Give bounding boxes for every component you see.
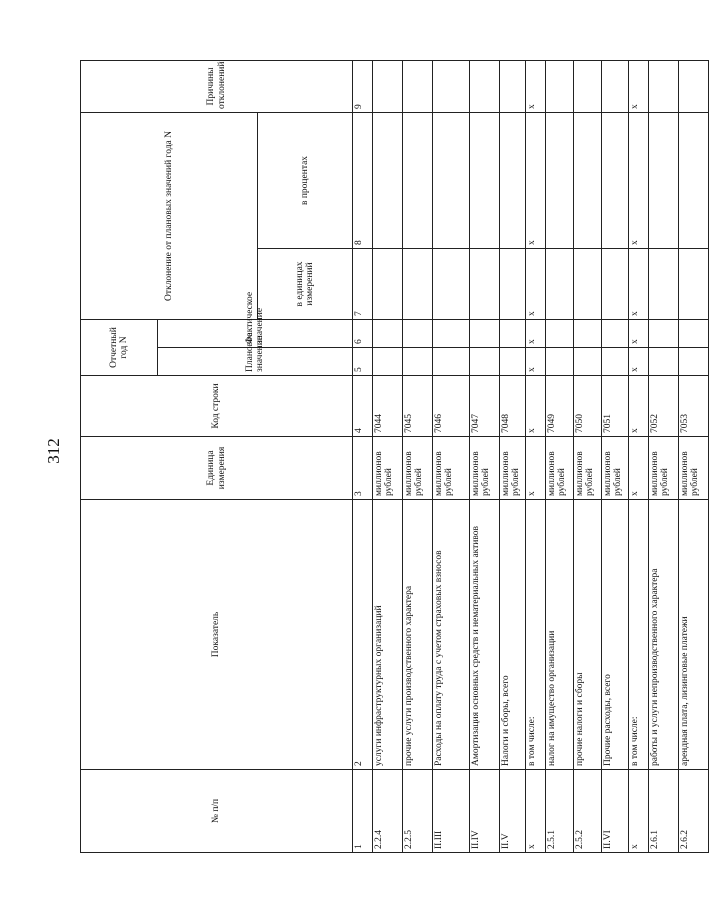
row-deviation-units (470, 248, 500, 319)
row-code: 7047 (470, 376, 500, 437)
header-planned: Плановое значение (158, 348, 353, 376)
row-indicator: работы и услуги непроизводственного характера (649, 500, 679, 770)
row-deviation-units (373, 248, 403, 319)
row-indicator: арендная плата, лизинговые платежи (679, 500, 709, 770)
row-actual (470, 319, 500, 347)
row-reasons (470, 60, 500, 112)
row-unit: x (629, 437, 649, 500)
row-unit: миллионов рублей (546, 437, 574, 500)
column-numbers-row (353, 60, 373, 852)
row-deviation-percent (373, 112, 403, 248)
row-deviation-percent (470, 112, 500, 248)
row-reasons: x (629, 60, 649, 112)
row-code: 7044 (373, 376, 403, 437)
header-percent: в процентах (258, 112, 353, 248)
row-number: 2.6.1 (649, 770, 679, 853)
row-reasons (602, 60, 629, 112)
column-number: 3 (353, 437, 373, 500)
table-row (679, 60, 709, 852)
row-planned (602, 348, 629, 376)
table-row (629, 60, 649, 852)
row-planned (403, 348, 433, 376)
header-unit: Единица измерения (81, 437, 353, 500)
row-code: x (526, 376, 546, 437)
column-number: 2 (353, 500, 373, 770)
table-row (602, 60, 629, 852)
header-row-1 (81, 60, 158, 852)
row-number: 2.5.1 (546, 770, 574, 853)
row-number: x (526, 770, 546, 853)
row-deviation-units (433, 248, 470, 319)
row-indicator: налог на имущество организации (546, 500, 574, 770)
row-code: 7052 (649, 376, 679, 437)
row-planned (470, 348, 500, 376)
row-actual (546, 319, 574, 347)
row-unit: миллионов рублей (649, 437, 679, 500)
row-number: 2.6.2 (679, 770, 709, 853)
header-year: Отчетный год N (81, 319, 158, 375)
column-number: 1 (353, 770, 373, 853)
row-planned (679, 348, 709, 376)
row-actual: x (526, 319, 546, 347)
row-deviation-units (602, 248, 629, 319)
row-reasons: x (526, 60, 546, 112)
row-code: 7046 (433, 376, 470, 437)
table-row (403, 60, 433, 852)
row-planned (546, 348, 574, 376)
row-actual (433, 319, 470, 347)
row-code: 7049 (546, 376, 574, 437)
row-deviation-percent (500, 112, 526, 248)
row-unit: миллионов рублей (470, 437, 500, 500)
row-indicator: в том числе: (526, 500, 546, 770)
row-planned (649, 348, 679, 376)
row-deviation-percent (679, 112, 709, 248)
table-row (500, 60, 526, 852)
header-code: Код строки (81, 376, 353, 437)
row-deviation-units (679, 248, 709, 319)
column-number: 7 (353, 248, 373, 319)
row-planned (574, 348, 602, 376)
row-unit: миллионов рублей (373, 437, 403, 500)
row-actual (679, 319, 709, 347)
row-unit: миллионов рублей (433, 437, 470, 500)
column-number: 8 (353, 112, 373, 248)
row-number: 2.5.2 (574, 770, 602, 853)
row-code: x (629, 376, 649, 437)
row-actual (649, 319, 679, 347)
row-indicator: Расходы на оплату труда с учетом страховых взносов (433, 500, 470, 770)
row-actual (500, 319, 526, 347)
row-deviation-percent (574, 112, 602, 248)
row-indicator: прочие налоги и сборы (574, 500, 602, 770)
column-number: 9 (353, 60, 373, 112)
row-deviation-percent (602, 112, 629, 248)
row-actual (403, 319, 433, 347)
row-indicator: Налоги и сборы, всего (500, 500, 526, 770)
row-unit: x (526, 437, 546, 500)
page-number: 312 (44, 438, 63, 464)
table-row (546, 60, 574, 852)
header-indicator: Показатель (81, 500, 353, 770)
row-planned: x (629, 348, 649, 376)
report-table (80, 60, 709, 853)
row-deviation-percent (649, 112, 679, 248)
row-deviation-percent: x (526, 112, 546, 248)
row-number: 2.2.5 (403, 770, 433, 853)
row-deviation-units (649, 248, 679, 319)
row-number: II.V (500, 770, 526, 853)
table-row (433, 60, 470, 852)
row-planned (373, 348, 403, 376)
row-unit: миллионов рублей (574, 437, 602, 500)
row-number: 2.2.4 (373, 770, 403, 853)
row-number: II.VI (602, 770, 629, 853)
header-number: № п/п (81, 770, 353, 853)
row-indicator: прочие услуги производственного характера (403, 500, 433, 770)
table-row (526, 60, 546, 852)
row-reasons (574, 60, 602, 112)
row-unit: миллионов рублей (602, 437, 629, 500)
row-indicator: Прочие расходы, всего (602, 500, 629, 770)
table-row (373, 60, 403, 852)
row-deviation-units (500, 248, 526, 319)
row-indicator: Амортизация основных средств и нематериальных активов (470, 500, 500, 770)
row-unit: миллионов рублей (403, 437, 433, 500)
row-code: 7045 (403, 376, 433, 437)
row-actual: x (629, 319, 649, 347)
row-reasons (373, 60, 403, 112)
row-deviation-units (403, 248, 433, 319)
row-deviation-units: x (629, 248, 649, 319)
row-deviation-percent: x (629, 112, 649, 248)
row-code: 7050 (574, 376, 602, 437)
row-number: II.IV (470, 770, 500, 853)
header-reasons: Причины отклонений (81, 60, 353, 112)
table-row (470, 60, 500, 852)
row-deviation-units: x (526, 248, 546, 319)
row-actual (602, 319, 629, 347)
row-actual (574, 319, 602, 347)
row-deviation-percent (546, 112, 574, 248)
column-number: 6 (353, 319, 373, 347)
row-reasons (649, 60, 679, 112)
column-number: 5 (353, 348, 373, 376)
rotated-table-wrapper (80, 61, 701, 853)
table-row (574, 60, 602, 852)
row-indicator: в том числе: (629, 500, 649, 770)
row-reasons (679, 60, 709, 112)
row-code: 7051 (602, 376, 629, 437)
row-planned (500, 348, 526, 376)
header-deviation: Отклонение от плановых значений года N (81, 112, 258, 319)
row-unit: миллионов рублей (679, 437, 709, 500)
row-code: 7053 (679, 376, 709, 437)
row-deviation-units (574, 248, 602, 319)
header-units: в единицах измерений (258, 248, 353, 319)
row-reasons (433, 60, 470, 112)
row-deviation-percent (433, 112, 470, 248)
row-reasons (500, 60, 526, 112)
row-deviation-units (546, 248, 574, 319)
column-number: 4 (353, 376, 373, 437)
header-actual: Фактическое значение (158, 319, 353, 347)
row-actual (373, 319, 403, 347)
row-unit: миллионов рублей (500, 437, 526, 500)
row-reasons (546, 60, 574, 112)
row-code: 7048 (500, 376, 526, 437)
row-deviation-percent (403, 112, 433, 248)
table-row (649, 60, 679, 852)
row-number: x (629, 770, 649, 853)
row-reasons (403, 60, 433, 112)
row-planned: x (526, 348, 546, 376)
row-planned (433, 348, 470, 376)
row-number: II.III (433, 770, 470, 853)
row-indicator: услуги инфраструктурных организаций (373, 500, 403, 770)
